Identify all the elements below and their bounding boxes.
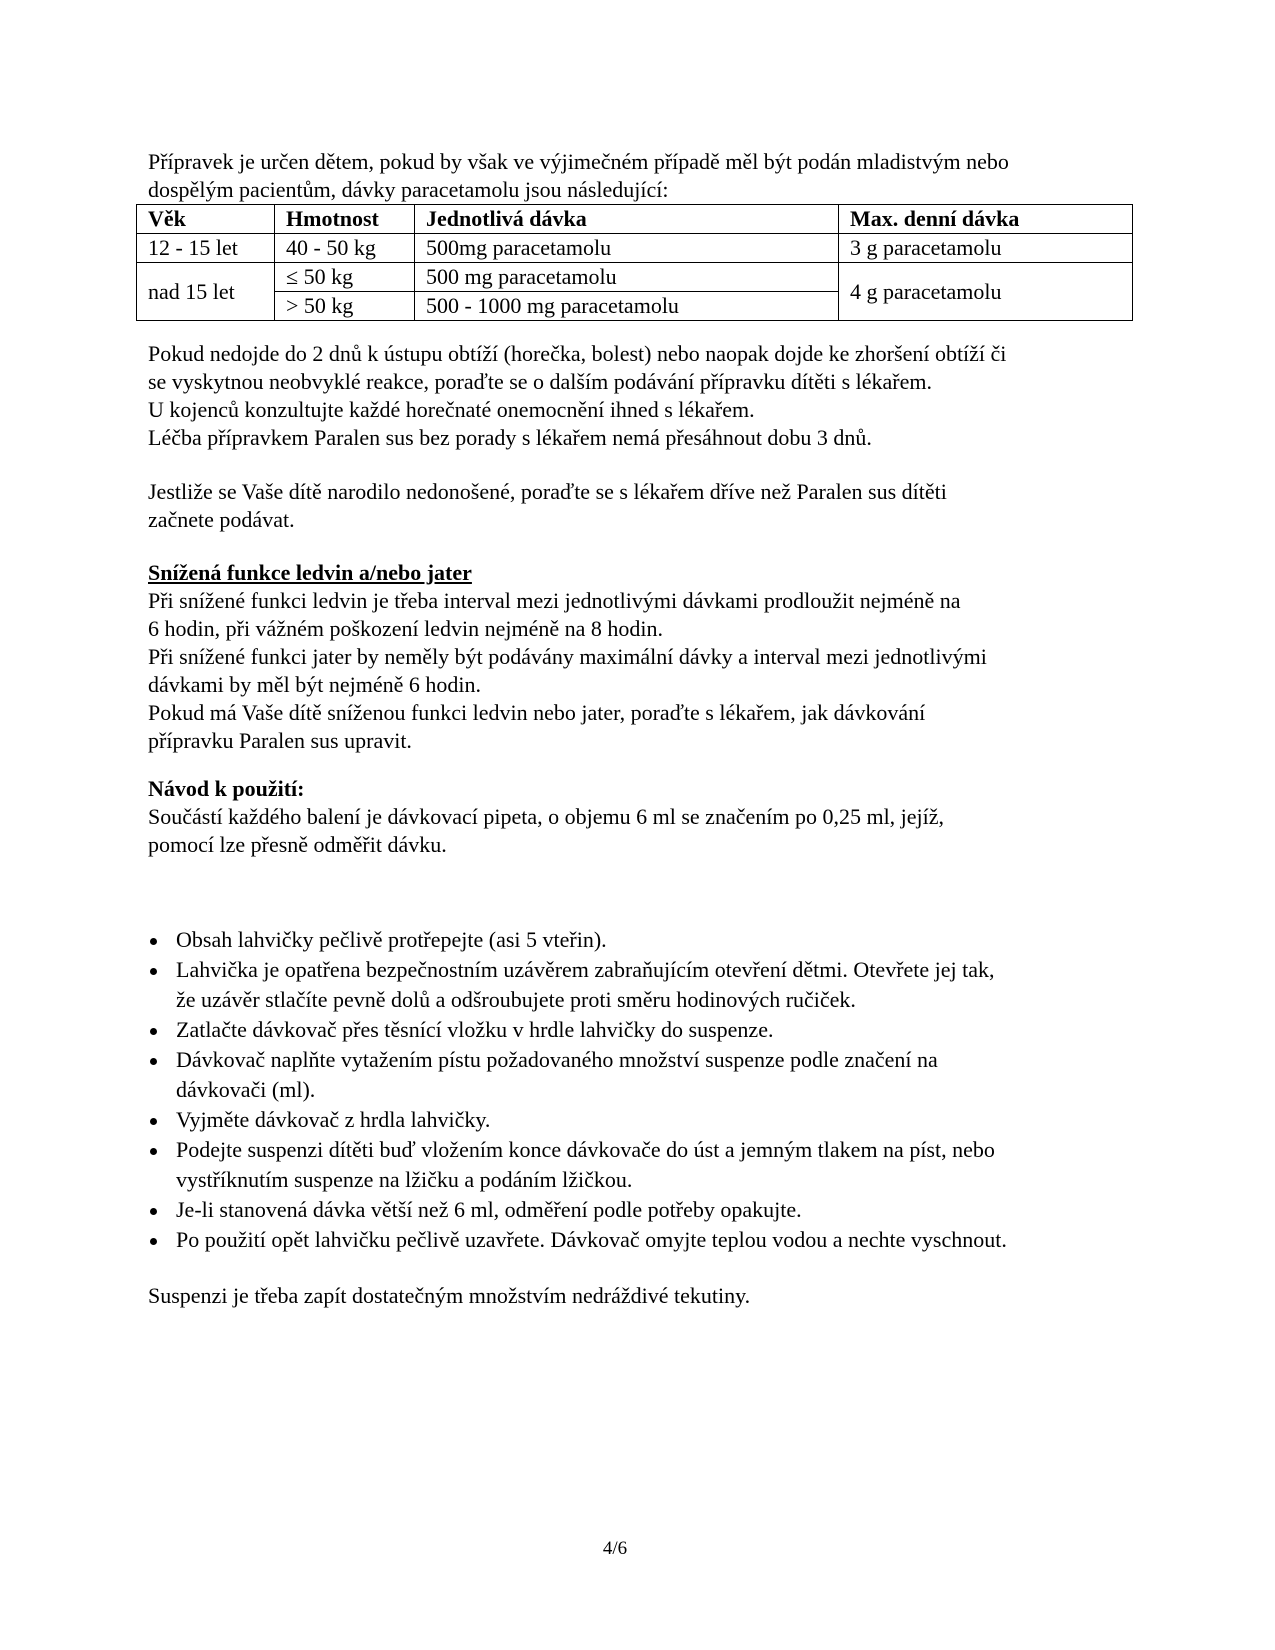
list-item xyxy=(148,925,1148,955)
header-cell-age: Věk xyxy=(137,205,275,234)
bullet-icon xyxy=(150,1208,157,1215)
text-line: Dávkovač naplňte vytažením pístu požadovaného množství suspenze podle značení na xyxy=(176,1047,938,1072)
list-item xyxy=(148,1105,1148,1135)
text-line: přípravku Paralen sus upravit. xyxy=(148,728,412,753)
closing-paragraph xyxy=(148,1282,1148,1310)
text-line: že uzávěr stlačíte pevně dolů a odšroubujete proti směru hodinových ručiček. xyxy=(176,987,856,1012)
bullet-icon xyxy=(150,938,157,945)
text-line: Při snížené funkci jater by neměly být podávány maximální dávky a interval mezi jednotlivými xyxy=(148,644,987,669)
list-item xyxy=(148,1015,1148,1045)
table-cell: 40 - 50 kg xyxy=(275,234,415,263)
text-line: Lahvička je opatřena bezpečnostním uzávěrem zabraňujícím otevření dětmi. Otevřete jej tak, xyxy=(176,957,995,982)
table-header-row xyxy=(137,205,1133,234)
dosage-table xyxy=(136,204,1133,321)
text-line: Zatlačte dávkovač přes těsnící vložku v hrdle lahvičky do suspenze. xyxy=(176,1017,774,1042)
table-row xyxy=(137,234,1133,263)
table-cell-max-merged: 4 g paracetamolu xyxy=(839,263,1133,321)
usage-section xyxy=(148,775,1148,859)
text-line: Léčba přípravkem Paralen sus bez porady s lékařem nemá přesáhnout dobu 3 dnů. xyxy=(148,425,872,450)
bullet-icon xyxy=(150,1238,157,1245)
header-cell-max-daily-dose: Max. denní dávka xyxy=(839,205,1133,234)
text-line: dávkami by měl být nejméně 6 hodin. xyxy=(148,672,481,697)
text-line: Jestliže se Vaše dítě narodilo nedonošené, poraďte se s lékařem dříve než Paralen sus dítěti xyxy=(148,479,947,504)
bullet-icon xyxy=(150,1028,157,1035)
premature-paragraph xyxy=(148,478,1148,534)
bullet-icon xyxy=(150,1058,157,1065)
text-line: U kojenců konzultujte každé horečnaté onemocnění ihned s lékařem. xyxy=(148,397,755,422)
text-line: Pokud má Vaše dítě sníženou funkci ledvin nebo jater, poraďte s lékařem, jak dávkování xyxy=(148,700,926,725)
section-heading: Návod k použití: xyxy=(148,776,305,801)
text-line: se vyskytnou neobvyklé reakce, poraďte se o dalším podávání přípravku dítěti s lékařem. xyxy=(148,369,932,394)
text-line: začnete podávat. xyxy=(148,507,295,532)
header-cell-weight: Hmotnost xyxy=(275,205,415,234)
text-line: dávkovači (ml). xyxy=(176,1077,316,1102)
table-row xyxy=(137,263,1133,292)
text-line: Pokud nedojde do 2 dnů k ústupu obtíží (horečka, bolest) nebo naopak dojde ke zhoršení obtíží či xyxy=(148,341,1007,366)
table-cell: 500 - 1000 mg paracetamolu xyxy=(415,292,839,321)
list-item xyxy=(148,1045,1148,1105)
text-line: Suspenzi je třeba zapít dostatečným množstvím nedráždivé tekutiny. xyxy=(148,1283,751,1308)
bullet-icon xyxy=(150,1118,157,1125)
text-line: pomocí lze přesně odměřit dávku. xyxy=(148,832,447,857)
intro-line: Přípravek je určen dětem, pokud by však ve výjimečném případě měl být podán mladistvým nebo xyxy=(148,149,1009,174)
header-cell-single-dose: Jednotlivá dávka xyxy=(415,205,839,234)
text-line: Podejte suspenzi dítěti buď vložením konce dávkovače do úst a jemným tlakem na píst, nebo xyxy=(176,1137,995,1162)
instructions-list xyxy=(148,925,1148,1255)
table-cell-age-merged: nad 15 let xyxy=(137,263,275,321)
list-item xyxy=(148,1135,1148,1195)
table-cell: 500mg paracetamolu xyxy=(415,234,839,263)
kidney-liver-section xyxy=(148,559,1148,755)
list-item xyxy=(148,955,1148,1015)
list-item xyxy=(148,1195,1148,1225)
list-item xyxy=(148,1225,1148,1255)
text-line: Při snížené funkci ledvin je třeba interval mezi jednotlivými dávkami prodloužit nejméně na xyxy=(148,588,961,613)
page-number: 4/6 xyxy=(602,1538,628,1559)
table-cell: ≤ 50 kg xyxy=(275,263,415,292)
table-cell: 12 - 15 let xyxy=(137,234,275,263)
table-cell: > 50 kg xyxy=(275,292,415,321)
bullet-icon xyxy=(150,968,157,975)
text-line: Po použití opět lahvičku pečlivě uzavřete. Dávkovač omyjte teplou vodou a nechte vyschnout. xyxy=(176,1227,1007,1252)
table-cell: 500 mg paracetamolu xyxy=(415,263,839,292)
section-heading: Snížená funkce ledvin a/nebo jater xyxy=(148,560,472,585)
text-line: Je-li stanovená dávka větší než 6 ml, odměření podle potřeby opakujte. xyxy=(176,1197,802,1222)
bullet-icon xyxy=(150,1148,157,1155)
intro-line: dospělým pacientům, dávky paracetamolu jsou následující: xyxy=(148,177,669,202)
table-cell: 3 g paracetamolu xyxy=(839,234,1133,263)
text-line: vystříknutím suspenze na lžičku a podáním lžičkou. xyxy=(176,1167,633,1192)
intro-paragraph xyxy=(148,148,1148,204)
text-line: 6 hodin, při vážném poškození ledvin nejméně na 8 hodin. xyxy=(148,616,664,641)
warning-paragraph xyxy=(148,340,1148,452)
text-line: Obsah lahvičky pečlivě protřepejte (asi 5 vteřin). xyxy=(176,927,607,952)
text-line: Součástí každého balení je dávkovací pipeta, o objemu 6 ml se značením po 0,25 ml, jejíž, xyxy=(148,804,945,829)
text-line: Vyjměte dávkovač z hrdla lahvičky. xyxy=(176,1107,491,1132)
